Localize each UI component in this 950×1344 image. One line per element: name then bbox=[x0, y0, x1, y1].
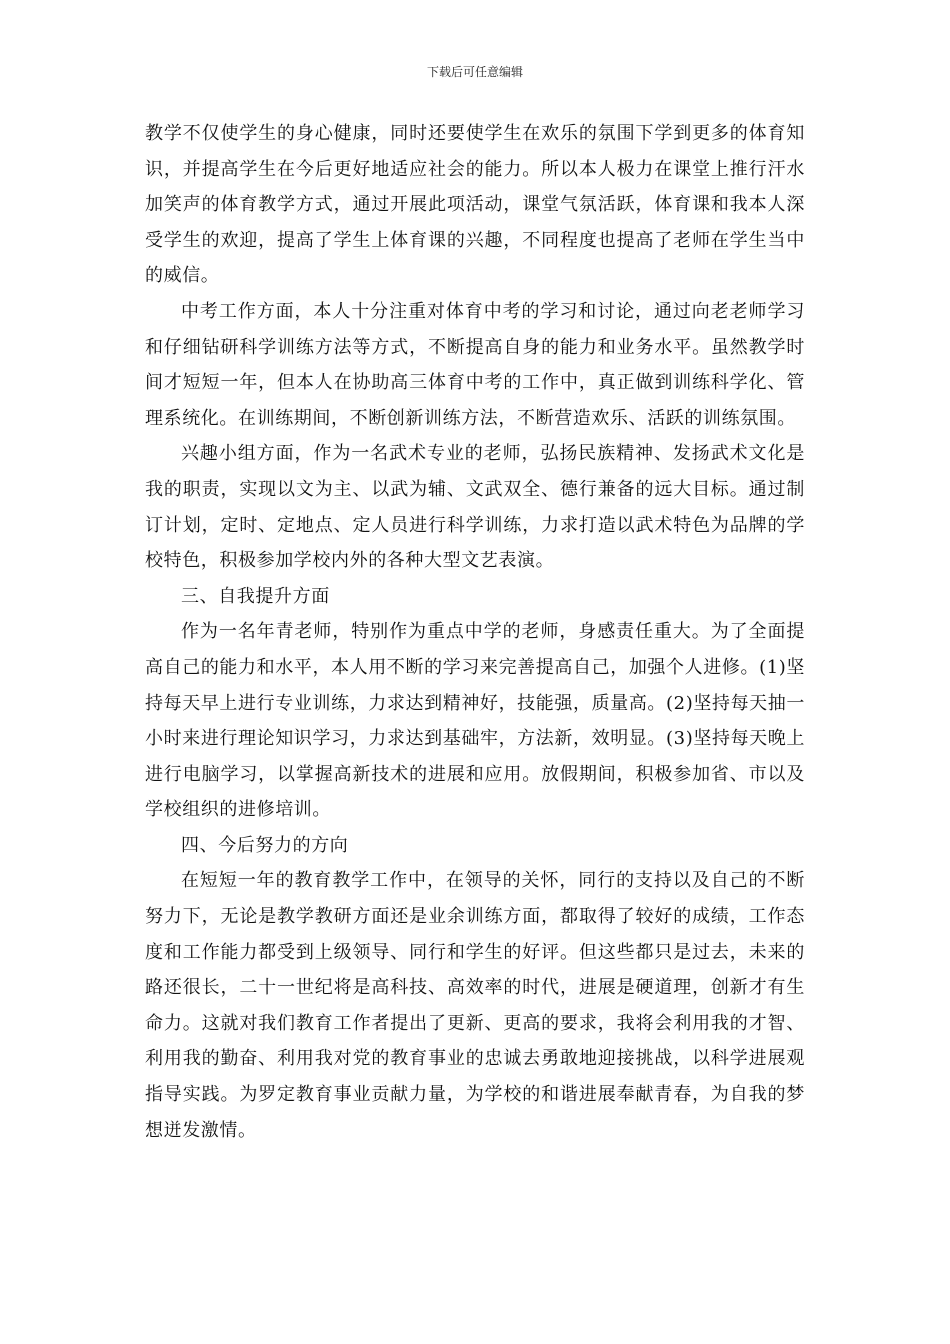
paragraph-interest-group: 兴趣小组方面，作为一名武术专业的老师，弘扬民族精神、发扬武术文化是我的职责，实现以文为主、以武为辅、文武双全、德行兼备的远大目标。通过制订计划，定时、定地点、定人员进行科学训练，力求打造以武术特色为品牌的学校特色，积极参加学校内外的各种大型文艺表演。 bbox=[145, 443, 805, 572]
document-body bbox=[145, 116, 805, 1148]
paragraph-self-improvement: 作为一名年青老师，特别作为重点中学的老师，身感责任重大。为了全面提高自己的能力和水平，本人用不断的学习来完善提高自己，加强个人进修。(1)坚持每天早上进行专业训练，力求达到精神好，技能强，质量高。(2)坚持每天抽一小时来进行理论知识学习，力求达到基础牢，方法新，效明显。(3)坚持每天晚上进行电脑学习，以掌握高新技术的进展和应用。放假期间，积极参加省、市以及学校组织的进修培训。 bbox=[145, 621, 805, 821]
paragraph-future-direction: 在短短一年的教育教学工作中，在领导的关怀，同行的支持以及自己的不断努力下，无论是教学教研方面还是业余训练方面，都取得了较好的成绩，工作态度和工作能力都受到上级领导、同行和学生的好评。但这些都只是过去，未来的路还很长，二十一世纪将是高科技、高效率的时代，进展是硬道理，创新才有生命力。这就对我们教育工作者提出了更新、更高的要求，我将会利用我的才智、利用我的勤奋、利用我对党的教育事业的忠诚去勇敢地迎接挑战，以科学进展观指导实践。为罗定教育事业贡献力量，为学校的和谐进展奉献青春，为自我的梦想迸发激情。 bbox=[145, 870, 805, 1141]
paragraph-exam-work: 中考工作方面，本人十分注重对体育中考的学习和讨论，通过向老老师学习和仔细钻研科学训练方法等方式，不断提高自身的能力和业务水平。虽然教学时间才短短一年，但本人在协助高三体育中考的工作中，真正做到训练科学化、管理系统化。在训练期间，不断创新训练方法，不断营造欢乐、活跃的训练氛围。 bbox=[145, 300, 805, 429]
section-heading-future-direction: 四、今后努力的方向 bbox=[181, 834, 349, 856]
page-header-note: 下载后可任意编辑 bbox=[426, 65, 523, 79]
section-heading-self-improvement: 三、自我提升方面 bbox=[181, 585, 330, 607]
paragraph-continuation: 教学不仅使学生的身心健康，同时还要使学生在欢乐的氛围下学到更多的体育知识，并提高学生在今后更好地适应社会的能力。所以本人极力在课堂上推行汗水加笑声的体育教学方式，通过开展此项活动，课堂气氛活跃，体育课和我本人深受学生的欢迎，提高了学生上体育课的兴趣，不同程度也提高了老师在学生当中的威信。 bbox=[145, 123, 805, 287]
